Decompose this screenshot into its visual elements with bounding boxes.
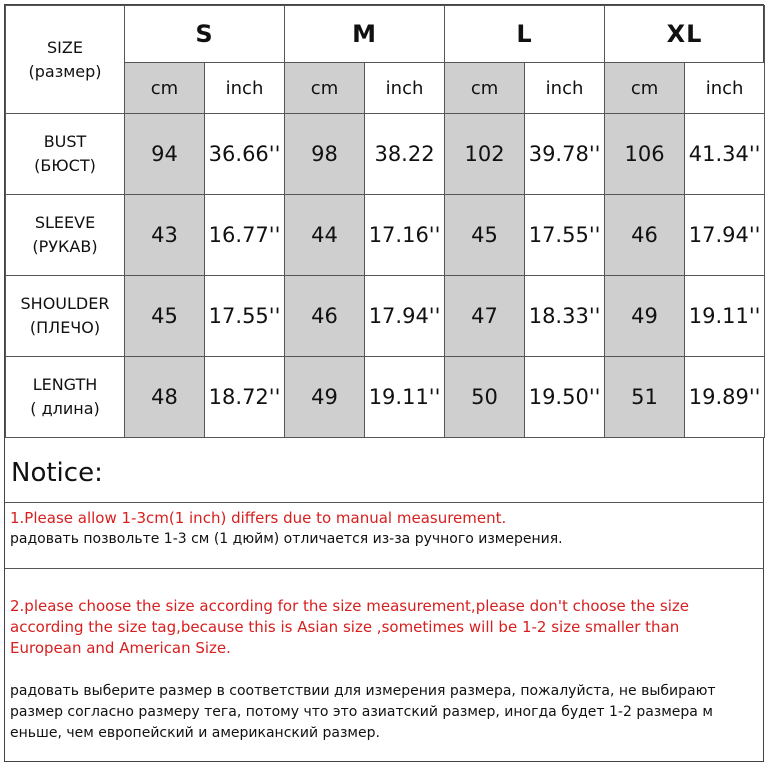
row-label-length (6, 357, 125, 438)
size-label-ru: (размер) (28, 61, 102, 81)
row-label-ru: (ПЛЕЧО) (29, 318, 101, 337)
row-label-ru: ( длина) (30, 399, 100, 418)
size-chart (4, 4, 764, 762)
value-inch: 16.77'' (205, 195, 285, 276)
value-cm: 102 (445, 114, 525, 195)
notice-2-en-line: European and American Size. (10, 639, 231, 657)
value-cm: 50 (445, 357, 525, 438)
table-row-sleeve (6, 195, 765, 276)
value-inch: 18.72'' (205, 357, 285, 438)
row-label-en: LENGTH (32, 375, 98, 394)
value-cm: 98 (285, 114, 365, 195)
row-label-sleeve (6, 195, 125, 276)
row-label-shoulder (6, 276, 125, 357)
size-xl-header: XL (605, 6, 765, 63)
value-inch: 38.22 (365, 114, 445, 195)
value-cm: 48 (125, 357, 205, 438)
value-inch: 17.55'' (205, 276, 285, 357)
notice-2-en-line: according the size tag,because this is Asian size ,sometimes will be 1-2 size smaller than (10, 618, 680, 636)
notice-divider (5, 502, 764, 503)
size-header-row (6, 6, 765, 63)
value-cm: 46 (285, 276, 365, 357)
value-cm: 49 (285, 357, 365, 438)
value-cm: 49 (605, 276, 685, 357)
unit-cm-l: cm (445, 63, 525, 114)
unit-inch-l: inch (525, 63, 605, 114)
notice-2-ru (10, 681, 762, 744)
table-row-bust (6, 114, 765, 195)
unit-cm-m: cm (285, 63, 365, 114)
value-cm: 45 (445, 195, 525, 276)
notice-2-ru-line: еньше, чем европейский и американский размер. (10, 725, 380, 741)
size-label-en: SIZE (47, 37, 83, 57)
row-label-bust (6, 114, 125, 195)
value-inch: 39.78'' (525, 114, 605, 195)
value-cm: 45 (125, 276, 205, 357)
unit-cm-s: cm (125, 63, 205, 114)
value-inch: 41.34'' (685, 114, 765, 195)
value-inch: 19.11'' (365, 357, 445, 438)
table-row-length (6, 357, 765, 438)
unit-inch-s: inch (205, 63, 285, 114)
notice-2-en (10, 596, 758, 659)
size-table (5, 5, 765, 438)
value-inch: 17.55'' (525, 195, 605, 276)
unit-inch-m: inch (365, 63, 445, 114)
value-inch: 17.94'' (365, 276, 445, 357)
notice-title: Notice: (11, 458, 103, 488)
row-label-ru: (РУКАВ) (32, 237, 98, 256)
row-label-en: SHOULDER (20, 294, 110, 313)
value-cm: 46 (605, 195, 685, 276)
value-cm: 44 (285, 195, 365, 276)
value-cm: 106 (605, 114, 685, 195)
unit-inch-xl: inch (685, 63, 765, 114)
value-cm: 47 (445, 276, 525, 357)
unit-cm-xl: cm (605, 63, 685, 114)
notice-divider (5, 568, 764, 569)
table-row-shoulder (6, 276, 765, 357)
notice-2-en-line: 2.please choose the size according for the size measurement,please don't choose the size (10, 597, 689, 615)
notice-2-ru-line: радовать выберите размер в соответствии для измерения размера, пожалуйста, не выбирают (10, 683, 716, 699)
value-inch: 17.16'' (365, 195, 445, 276)
size-m-header: M (285, 6, 445, 63)
value-cm: 43 (125, 195, 205, 276)
value-inch: 17.94'' (685, 195, 765, 276)
row-label-en: BUST (43, 132, 87, 151)
value-inch: 19.89'' (685, 357, 765, 438)
notice-1-en: 1.Please allow 1-3cm(1 inch) differs due to manual measurement. (10, 509, 507, 527)
value-inch: 19.50'' (525, 357, 605, 438)
size-label-cell (6, 6, 125, 114)
notice-1-ru: радовать позвольте 1-3 см (1 дюйм) отличается из-за ручного измерения. (10, 531, 563, 547)
notice-2-ru-line: размер согласно размеру тега, потому что это азиатский размер, иногда будет 1-2 размера м (10, 704, 713, 720)
value-inch: 18.33'' (525, 276, 605, 357)
value-inch: 36.66'' (205, 114, 285, 195)
row-label-en: SLEEVE (34, 213, 96, 232)
value-cm: 51 (605, 357, 685, 438)
value-cm: 94 (125, 114, 205, 195)
size-l-header: L (445, 6, 605, 63)
size-s-header: S (125, 6, 285, 63)
notice-section (5, 444, 764, 762)
value-inch: 19.11'' (685, 276, 765, 357)
row-label-ru: (БЮСТ) (34, 156, 96, 175)
